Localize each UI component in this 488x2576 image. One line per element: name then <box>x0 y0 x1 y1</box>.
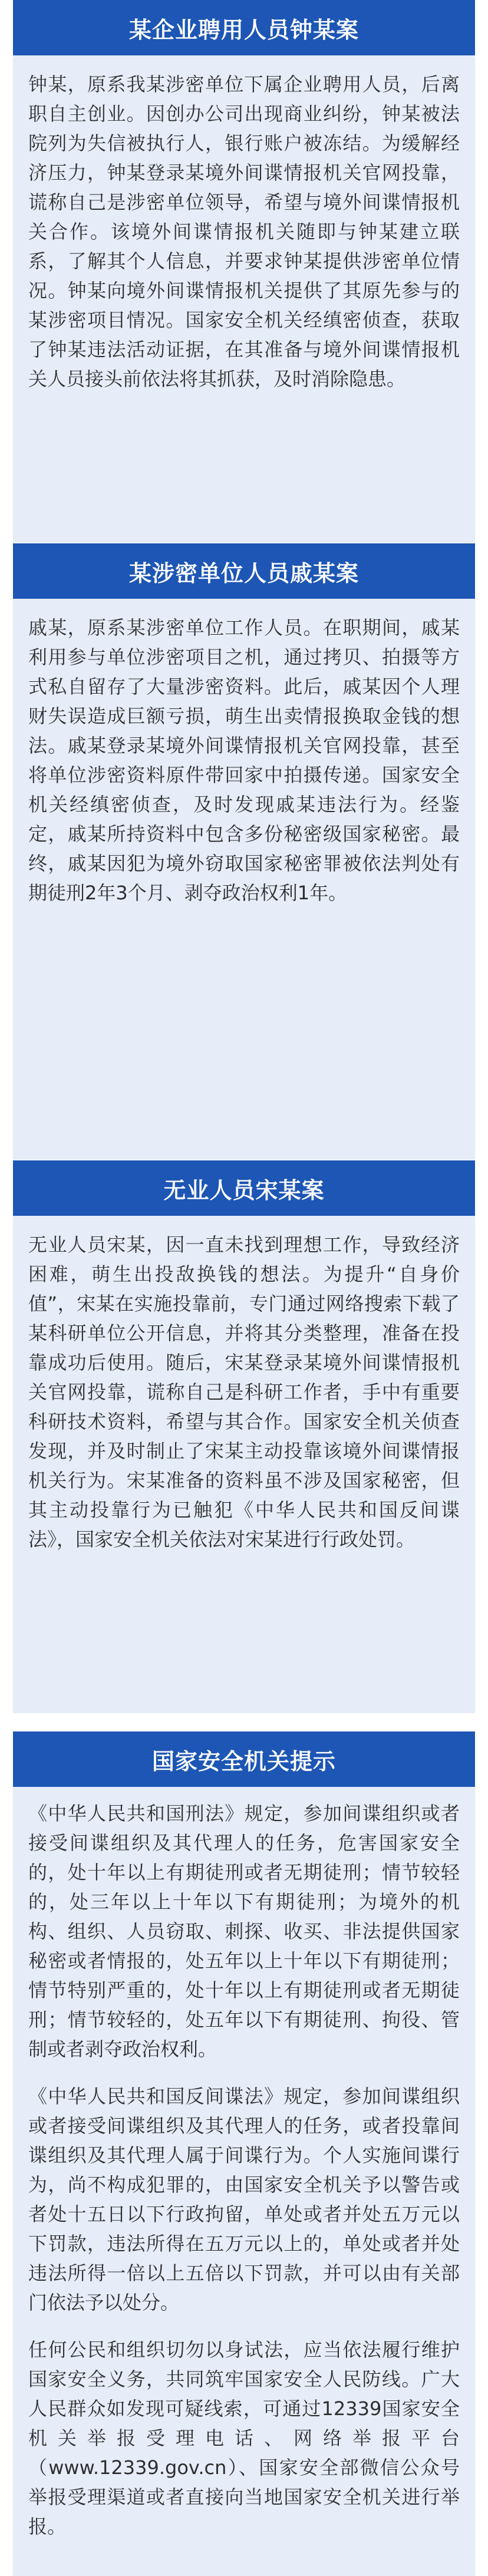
case-title-banner: 某企业聘用人员钟某案 <box>13 0 475 55</box>
case-body-text: 戚某，原系某涉密单位工作人员。在职期间，戚某利用参与单位涉密项目之机，通过拷贝、拍摄等方式私自留存了大量涉密资料。此后，戚某因个人理财失误造成巨额亏损，萌生出卖情报换取金钱的想法。戚某登录某境外间谍情报机关官网投靠，甚至将单位涉密资料原件带回家中拍摄传递。国家安全机关经缜密侦查，及时发现戚某违法行为。经鉴定，戚某所持资料中包含多份秘密级国家秘密。最终，戚某因犯为境外窃取国家秘密罪被依法判处有期徒刑2年3个月、剥夺政治权利1年。 <box>28 616 460 904</box>
case-body-text: 无业人员宋某，因一直未找到理想工作，导致经济困难，萌生出投敌换钱的想法。为提升“自身价值”，宋某在实施投靠前，专门通过网络搜索下载了某科研单位公开信息，并将其分类整理，准备在投靠成功后使用。随后，宋某登录某境外间谍情报机关官网投靠，谎称自己是科研工作者，手中有重要科研技术资料，希望与其合作。国家安全机关侦查发现，并及时制止了宋某主动投靠该境外间谍情报机关行为。宋某准备的资料虽不涉及国家秘密，但其主动投靠行为已触犯《中华人民共和国反间谍法》，国家安全机关依法对宋某进行行政处罚。 <box>28 1233 460 1551</box>
tips-title-banner: 国家安全机关提示 <box>13 1731 475 1787</box>
tips-paragraph-report-channels: 任何公民和组织切勿以身试法，应当依法履行维护国家安全义务，共同筑牢国家安全人民防线。广大人民群众如发现可疑线索，可通过12339国家安全机关举报受理电话、网络举报平台（www.12339.gov.cn）、国家安全部微信公众号举报受理渠道或者直接向当地国家安全机关进行举报。 <box>28 2338 460 2538</box>
case-body-text: 钟某，原系我某涉密单位下属企业聘用人员，后离职自主创业。因创办公司出现商业纠纷，钟某被法院列为失信被执行人，银行账户被冻结。为缓解经济压力，钟某登录某境外间谍情报机关官网投靠，谎称自己是涉密单位领导，希望与境外间谍情报机关合作。该境外间谍情报机关随即与钟某建立联系，了解其个人信息，并要求钟某提供涉密单位情况。钟某向境外间谍情报机关提供了其原先参与的某涉密项目情况。国家安全机关经缜密侦查，获取了钟某违法活动证据，在其准备与境外间谍情报机关人员接头前依法将其抓获，及时消除隐患。 <box>28 73 460 390</box>
security-tips-card <box>13 1731 475 2576</box>
case-card-song <box>13 1160 475 1713</box>
case-card-qi <box>13 543 475 1160</box>
tips-paragraph-anti-espionage-law: 《中华人民共和国反间谍法》规定，参加间谍组织或者接受间谍组织及其代理人的任务，或者投靠间谍组织及其代理人属于间谍行为。个人实施间谍行为，尚不构成犯罪的，由国家安全机关予以警告或者处十五日以下行政拘留，单处或者并处五万元以下罚款，违法所得在五万元以上的，单处或者并处违法所得一倍以上五倍以下罚款，并可以由有关部门依法予以处分。 <box>28 2085 460 2314</box>
case-title-banner: 某涉密单位人员戚某案 <box>13 543 475 599</box>
case-card-zhong <box>13 0 475 543</box>
tips-paragraph-criminal-law: 《中华人民共和国刑法》规定，参加间谍组织或者接受间谍组织及其代理人的任务，危害国家安全的，处十年以上有期徒刑或者无期徒刑；情节较轻的，处三年以上十年以下有期徒刑；为境外的机构、组织、人员窃取、刺探、收买、非法提供国家秘密或者情报的，处五年以上十年以下有期徒刑；情节特别严重的，处十年以上有期徒刑或者无期徒刑；情节较轻的，处五年以下有期徒刑、拘役、管制或者剥夺政治权利。 <box>28 1802 460 2060</box>
case-title-banner: 无业人员宋某案 <box>13 1160 475 1216</box>
